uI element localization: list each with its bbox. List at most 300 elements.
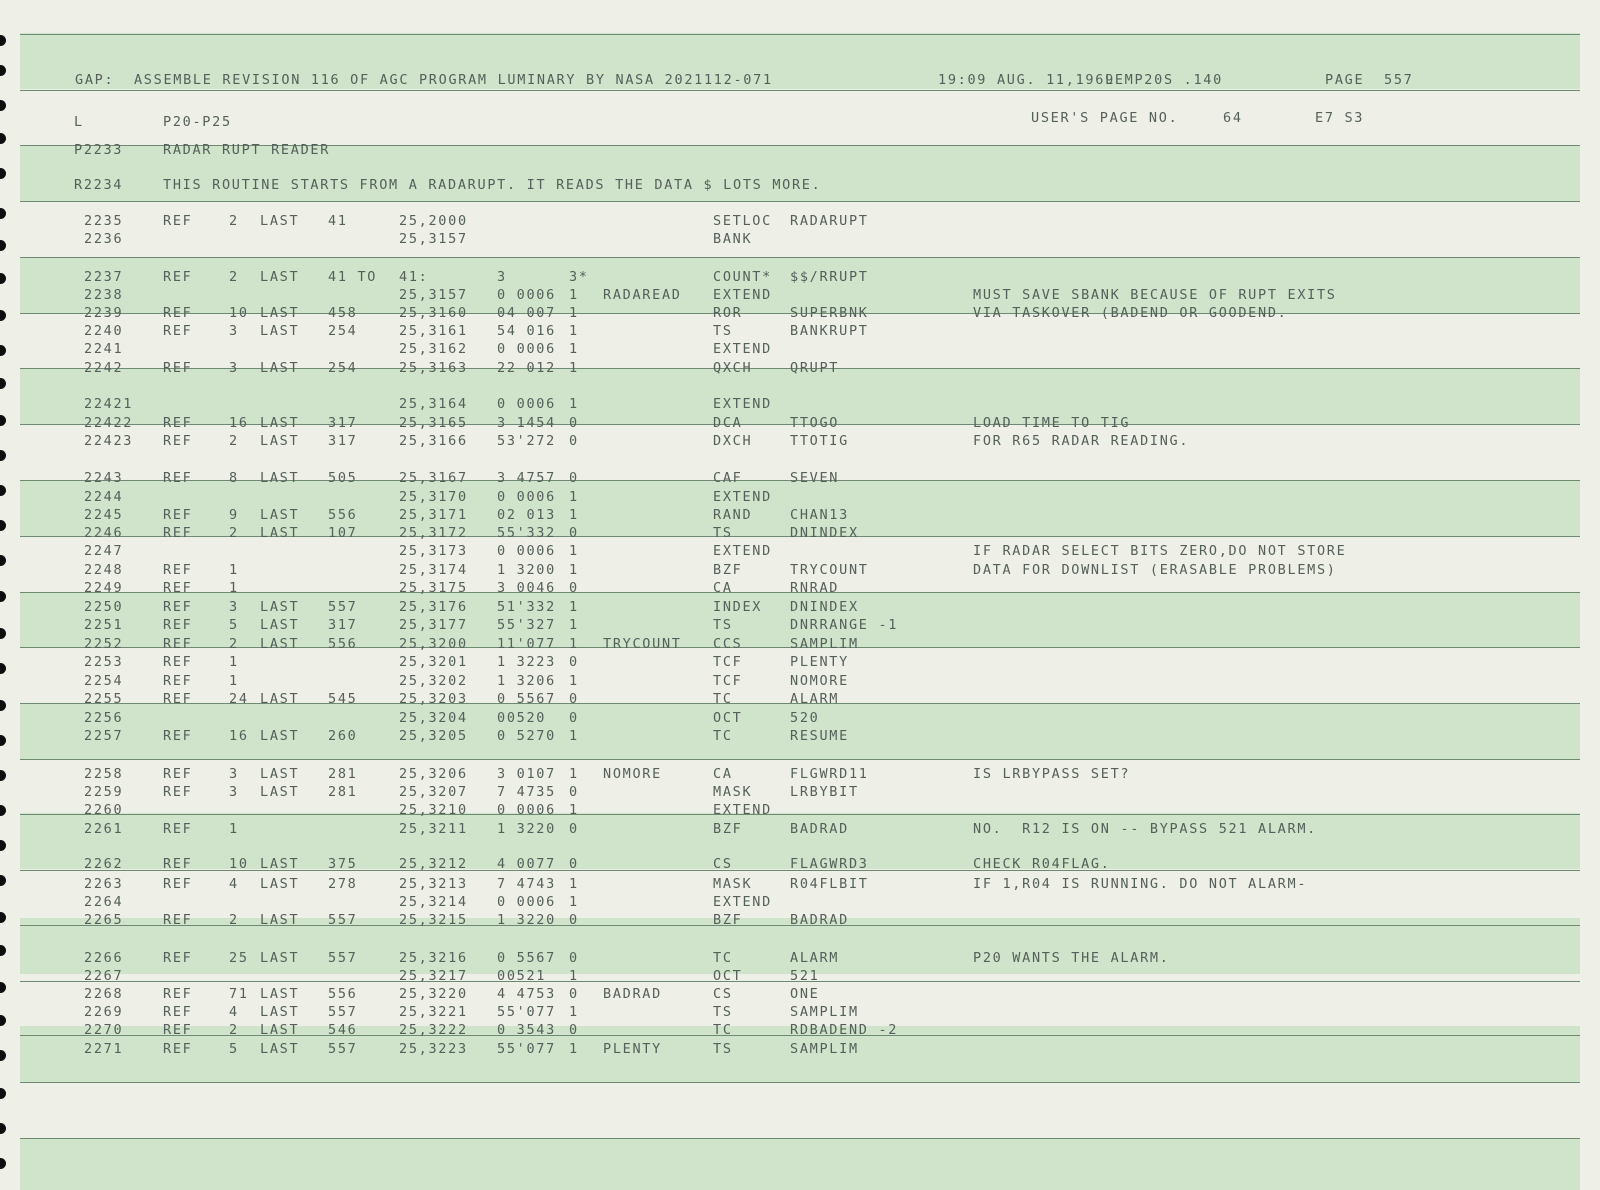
listing-line	[0, 414, 1600, 433]
col-lastn: 556	[328, 986, 358, 1002]
col-word: 55'327	[497, 617, 556, 633]
col-op: TC	[713, 691, 733, 707]
section-name: P20-P25	[163, 114, 232, 130]
listing-title: GAP: ASSEMBLE REVISION 116 OF AGC PROGRAM LUMINARY BY NASA 2021112-071	[75, 72, 773, 88]
col-refn: 2	[229, 636, 239, 652]
col-p: 1	[569, 673, 579, 689]
col-last: LAST	[260, 213, 300, 229]
col-p: 1	[569, 341, 579, 357]
col-operand: ALARM	[790, 691, 840, 707]
col-operand: SAMPLIM	[790, 1004, 859, 1020]
col-lastn: 260	[328, 728, 358, 744]
col-addr: 25,3216	[399, 950, 468, 966]
listing-line	[0, 395, 1600, 414]
listing-line	[0, 709, 1600, 728]
col-addr: 41:	[399, 269, 429, 285]
col-addr: 25,3203	[399, 691, 468, 707]
col-refn: 4	[229, 1004, 239, 1020]
page-codes: E7 S3	[1315, 110, 1365, 126]
col-p: 1	[569, 766, 579, 782]
col-text: THIS ROUTINE STARTS FROM A RADARUPT. IT READS THE DATA $ LOTS MORE.	[163, 177, 822, 193]
listing-line	[0, 1021, 1600, 1040]
col-p: 1	[569, 305, 579, 321]
col-addr: 25,3164	[399, 396, 468, 412]
col-ref: REF	[163, 323, 193, 339]
col-addr: 25,3172	[399, 525, 468, 541]
listing-line	[0, 653, 1600, 672]
listing-line	[0, 268, 1600, 287]
col-label: PLENTY	[603, 1041, 662, 1057]
col-word: 55'077	[497, 1004, 556, 1020]
col-lastn: 317	[328, 617, 358, 633]
feed-hole	[0, 35, 6, 46]
listing-line	[0, 579, 1600, 598]
col-line: 2241	[84, 341, 124, 357]
col-label: RADAREAD	[603, 287, 682, 303]
col-last: LAST	[260, 784, 300, 800]
col-addr: 25,3214	[399, 894, 468, 910]
col-p: 0	[569, 580, 579, 596]
col-word: 04 007	[497, 305, 556, 321]
col-op: EXTEND	[713, 396, 772, 412]
col-addr: 25,3206	[399, 766, 468, 782]
col-op: COUNT*	[713, 269, 772, 285]
col-word: 0 0006	[497, 341, 556, 357]
listing-line	[0, 820, 1600, 839]
col-refn: 1	[229, 654, 239, 670]
col-refn: 16	[229, 415, 249, 431]
col-ref: REF	[163, 950, 193, 966]
col-word: 51'332	[497, 599, 556, 615]
col-lastn: 375	[328, 856, 358, 872]
col-addr: 25,3215	[399, 912, 468, 928]
col-addr: 25,3176	[399, 599, 468, 615]
col-op: SETLOC	[713, 213, 772, 229]
listing-line	[0, 911, 1600, 930]
col-ref: REF	[163, 1041, 193, 1057]
col-p: 1	[569, 876, 579, 892]
ruled-line	[20, 90, 1580, 91]
col-line: 2253	[84, 654, 124, 670]
col-last: LAST	[260, 856, 300, 872]
col-line: 2270	[84, 1022, 124, 1038]
col-lastn: 557	[328, 1004, 358, 1020]
page-number: 557	[1384, 72, 1414, 88]
col-lastn: 545	[328, 691, 358, 707]
col-last: LAST	[260, 728, 300, 744]
col-p: 1	[569, 396, 579, 412]
col-last: LAST	[260, 617, 300, 633]
col-line: 22421	[84, 396, 134, 412]
col-word: 00520	[497, 710, 547, 726]
col-line: 2240	[84, 323, 124, 339]
col-ref: REF	[163, 507, 193, 523]
col-lastn: 278	[328, 876, 358, 892]
col-line: 2238	[84, 287, 124, 303]
col-p: 1	[569, 802, 579, 818]
col-refn: 2	[229, 433, 239, 449]
col-operand: NOMORE	[790, 673, 849, 689]
col-addr: 25,3200	[399, 636, 468, 652]
users-page-label: USER'S PAGE NO.	[1031, 110, 1179, 126]
col-ref: REF	[163, 599, 193, 615]
col-ref: REF	[163, 470, 193, 486]
col-op: OCT	[713, 968, 743, 984]
col-line: 2251	[84, 617, 124, 633]
col-ref: REF	[163, 1022, 193, 1038]
feed-hole	[0, 1158, 6, 1169]
col-line: 2235	[84, 213, 124, 229]
col-label: TRYCOUNT	[603, 636, 682, 652]
col-ref: REF	[163, 728, 193, 744]
feed-hole	[0, 1088, 6, 1099]
listing-line	[0, 635, 1600, 654]
col-word: 0 5567	[497, 950, 556, 966]
col-ref: REF	[163, 305, 193, 321]
listing-line	[0, 598, 1600, 617]
listing-line	[0, 985, 1600, 1004]
col-last: LAST	[260, 525, 300, 541]
col-word: 02 013	[497, 507, 556, 523]
col-comment: CHECK R04FLAG.	[973, 856, 1111, 872]
col-operand: BADRAD	[790, 912, 849, 928]
col-refn: 2	[229, 1022, 239, 1038]
col-p: 0	[569, 470, 579, 486]
col-operand: FLAGWRD3	[790, 856, 869, 872]
col-p: 1	[569, 562, 579, 578]
col-comment: MUST SAVE SBANK BECAUSE OF RUPT EXITS	[973, 287, 1337, 303]
col-line: 22422	[84, 415, 134, 431]
col-op: CAF	[713, 470, 743, 486]
col-op: EXTEND	[713, 543, 772, 559]
col-line: 2267	[84, 968, 124, 984]
col-lastn: 281	[328, 766, 358, 782]
col-refn: 3	[229, 784, 239, 800]
ruled-line	[20, 1138, 1580, 1139]
col-p: 1	[569, 287, 579, 303]
listing-line	[0, 783, 1600, 802]
col-addr: 25,3217	[399, 968, 468, 984]
col-operand: CHAN13	[790, 507, 849, 523]
users-page-number: 64	[1223, 110, 1243, 126]
col-lastn: 41 TO	[328, 269, 378, 285]
col-line: 2252	[84, 636, 124, 652]
col-addr: 25,3201	[399, 654, 468, 670]
listing-line	[0, 304, 1600, 323]
col-p: 0	[569, 654, 579, 670]
listing-line	[0, 340, 1600, 359]
col-word: 55'077	[497, 1041, 556, 1057]
col-p: 1	[569, 1041, 579, 1057]
ruled-line	[20, 34, 1580, 35]
col-last: LAST	[260, 415, 300, 431]
col-refn: 1	[229, 673, 239, 689]
col-lastn: 458	[328, 305, 358, 321]
col-word: 1 3220	[497, 821, 556, 837]
col-line: 2242	[84, 360, 124, 376]
col-line: P2233	[74, 142, 124, 158]
col-label: BADRAD	[603, 986, 662, 1002]
col-comment: IS LRBYPASS SET?	[973, 766, 1131, 782]
col-op: ROR	[713, 305, 743, 321]
listing-line	[0, 230, 1600, 249]
col-refn: 9	[229, 507, 239, 523]
col-refn: 2	[229, 213, 239, 229]
col-addr: 25,2000	[399, 213, 468, 229]
col-operand: SAMPLIM	[790, 636, 859, 652]
col-p: 0	[569, 784, 579, 800]
col-addr: 25,3220	[399, 986, 468, 1002]
col-operand: SEVEN	[790, 470, 840, 486]
col-op: BZF	[713, 562, 743, 578]
col-refn: 1	[229, 562, 239, 578]
col-refn: 3	[229, 323, 239, 339]
col-lastn: 317	[328, 415, 358, 431]
page-label: PAGE	[1325, 72, 1365, 88]
col-last: LAST	[260, 360, 300, 376]
col-p: 1	[569, 323, 579, 339]
col-operand: DNRRANGE -1	[790, 617, 899, 633]
col-comment: DATA FOR DOWNLIST (ERASABLE PROBLEMS)	[973, 562, 1337, 578]
col-addr: 25,3213	[399, 876, 468, 892]
col-operand: ALARM	[790, 950, 840, 966]
col-op: RAND	[713, 507, 753, 523]
col-last: LAST	[260, 691, 300, 707]
col-p: 3*	[569, 269, 589, 285]
col-op: BZF	[713, 821, 743, 837]
col-op: EXTEND	[713, 802, 772, 818]
col-word: 1 3220	[497, 912, 556, 928]
col-comment: IF RADAR SELECT BITS ZERO,DO NOT STORE	[973, 543, 1347, 559]
col-addr: 25,3163	[399, 360, 468, 376]
col-last: LAST	[260, 766, 300, 782]
col-line: R2234	[74, 177, 124, 193]
col-p: 0	[569, 856, 579, 872]
col-refn: 4	[229, 876, 239, 892]
col-line: 2269	[84, 1004, 124, 1020]
job-name: LEMP20S .140	[1105, 72, 1223, 88]
col-refn: 24	[229, 691, 249, 707]
col-addr: 25,3160	[399, 305, 468, 321]
col-ref: REF	[163, 580, 193, 596]
col-op: TS	[713, 617, 733, 633]
col-operand: $$/RRUPT	[790, 269, 869, 285]
listing-line	[0, 893, 1600, 912]
col-operand: DNINDEX	[790, 525, 859, 541]
col-addr: 25,3174	[399, 562, 468, 578]
col-p: 0	[569, 433, 579, 449]
col-operand: TRYCOUNT	[790, 562, 869, 578]
col-ref: REF	[163, 1004, 193, 1020]
col-line: 2261	[84, 821, 124, 837]
col-last: LAST	[260, 305, 300, 321]
col-p: 1	[569, 636, 579, 652]
listing-line	[0, 765, 1600, 784]
col-p: 0	[569, 912, 579, 928]
col-p: 1	[569, 599, 579, 615]
col-addr: 25,3162	[399, 341, 468, 357]
col-comment: P20 WANTS THE ALARM.	[973, 950, 1170, 966]
col-refn: 10	[229, 856, 249, 872]
col-last: LAST	[260, 269, 300, 285]
col-op: CCS	[713, 636, 743, 652]
col-word: 3 1454	[497, 415, 556, 431]
col-line: 2250	[84, 599, 124, 615]
feed-hole	[0, 100, 6, 111]
col-operand: QRUPT	[790, 360, 840, 376]
col-ref: REF	[163, 986, 193, 1002]
col-addr: 25,3207	[399, 784, 468, 800]
col-line: 2268	[84, 986, 124, 1002]
col-operand: TTOGO	[790, 415, 840, 431]
col-p: 1	[569, 1004, 579, 1020]
col-op: TS	[713, 525, 733, 541]
col-addr: 25,3222	[399, 1022, 468, 1038]
col-ref: REF	[163, 562, 193, 578]
listing-line	[0, 1040, 1600, 1059]
col-refn: 10	[229, 305, 249, 321]
listing-line	[0, 322, 1600, 341]
col-p: 1	[569, 968, 579, 984]
col-p: 0	[569, 525, 579, 541]
listing-line	[0, 212, 1600, 231]
col-operand: RNRAD	[790, 580, 840, 596]
col-operand: DNINDEX	[790, 599, 859, 615]
col-lastn: 557	[328, 912, 358, 928]
col-op: DXCH	[713, 433, 753, 449]
col-word: 0 5567	[497, 691, 556, 707]
col-op: EXTEND	[713, 894, 772, 910]
col-line: 2265	[84, 912, 124, 928]
col-line: 2247	[84, 543, 124, 559]
col-addr: 25,3202	[399, 673, 468, 689]
col-lastn: 254	[328, 360, 358, 376]
col-lastn: 557	[328, 599, 358, 615]
col-last: LAST	[260, 1022, 300, 1038]
col-p: 1	[569, 360, 579, 376]
col-word: 7 4735	[497, 784, 556, 800]
listing-line	[0, 542, 1600, 561]
listing-line	[0, 176, 1600, 195]
col-comment: IF 1,R04 IS RUNNING. DO NOT ALARM-	[973, 876, 1308, 892]
col-lastn: 41	[328, 213, 348, 229]
listing-line	[0, 616, 1600, 635]
feed-hole	[0, 65, 6, 76]
col-op: TCF	[713, 654, 743, 670]
col-word: 7 4743	[497, 876, 556, 892]
col-refn: 5	[229, 1041, 239, 1057]
col-op: INDEX	[713, 599, 763, 615]
col-p: 1	[569, 894, 579, 910]
col-p: 1	[569, 728, 579, 744]
col-word: 22 012	[497, 360, 556, 376]
col-line: 2263	[84, 876, 124, 892]
col-operand: 520	[790, 710, 820, 726]
listing-line	[0, 690, 1600, 709]
listing-line	[0, 949, 1600, 968]
col-ref: REF	[163, 269, 193, 285]
col-op: EXTEND	[713, 287, 772, 303]
col-last: LAST	[260, 323, 300, 339]
col-word: 1 3223	[497, 654, 556, 670]
col-p: 0	[569, 950, 579, 966]
listing-line	[0, 469, 1600, 488]
col-word: 3 0107	[497, 766, 556, 782]
col-ref: REF	[163, 433, 193, 449]
col-last: LAST	[260, 876, 300, 892]
ruled-line	[20, 257, 1580, 258]
col-line: 2244	[84, 489, 124, 505]
col-refn: 71	[229, 986, 249, 1002]
col-op: TS	[713, 323, 733, 339]
col-addr: 25,3161	[399, 323, 468, 339]
col-ref: REF	[163, 213, 193, 229]
col-ref: REF	[163, 766, 193, 782]
listing-line	[0, 727, 1600, 746]
col-word: 11'077	[497, 636, 556, 652]
col-word: 0 5270	[497, 728, 556, 744]
col-line: 22423	[84, 433, 134, 449]
col-line: 2255	[84, 691, 124, 707]
col-line: 2256	[84, 710, 124, 726]
col-operand: RDBADEND -2	[790, 1022, 899, 1038]
col-op: DCA	[713, 415, 743, 431]
col-last: LAST	[260, 1041, 300, 1057]
col-line: 2239	[84, 305, 124, 321]
col-word: 0 3543	[497, 1022, 556, 1038]
col-refn: 1	[229, 821, 239, 837]
col-addr: 25,3171	[399, 507, 468, 523]
col-operand: ONE	[790, 986, 820, 1002]
col-line: 2254	[84, 673, 124, 689]
col-ref: REF	[163, 360, 193, 376]
col-op: EXTEND	[713, 489, 772, 505]
col-word: 0 0006	[497, 489, 556, 505]
col-p: 0	[569, 691, 579, 707]
col-refn: 5	[229, 617, 239, 633]
col-last: LAST	[260, 912, 300, 928]
col-addr: 25,3165	[399, 415, 468, 431]
col-word: 3	[497, 269, 507, 285]
col-operand: PLENTY	[790, 654, 849, 670]
listing-line	[0, 967, 1600, 986]
col-word: 0 0006	[497, 894, 556, 910]
col-lastn: 557	[328, 950, 358, 966]
col-p: 0	[569, 415, 579, 431]
col-line: 2248	[84, 562, 124, 578]
col-ref: REF	[163, 415, 193, 431]
col-ref: REF	[163, 525, 193, 541]
col-last: LAST	[260, 507, 300, 523]
col-operand: RESUME	[790, 728, 849, 744]
print-timestamp: 19:09 AUG. 11,1969	[938, 72, 1115, 88]
col-line: 2271	[84, 1041, 124, 1057]
col-operand: LRBYBIT	[790, 784, 859, 800]
col-addr: 25,3157	[399, 231, 468, 247]
col-word: 53'272	[497, 433, 556, 449]
col-word: 1 3200	[497, 562, 556, 578]
col-addr: 25,3167	[399, 470, 468, 486]
col-lastn: 254	[328, 323, 358, 339]
col-line: 2246	[84, 525, 124, 541]
col-last: LAST	[260, 986, 300, 1002]
feed-hole	[0, 450, 6, 461]
col-op: TC	[713, 728, 733, 744]
col-ref: REF	[163, 876, 193, 892]
col-lastn: 281	[328, 784, 358, 800]
col-p: 1	[569, 543, 579, 559]
col-op: MASK	[713, 784, 753, 800]
